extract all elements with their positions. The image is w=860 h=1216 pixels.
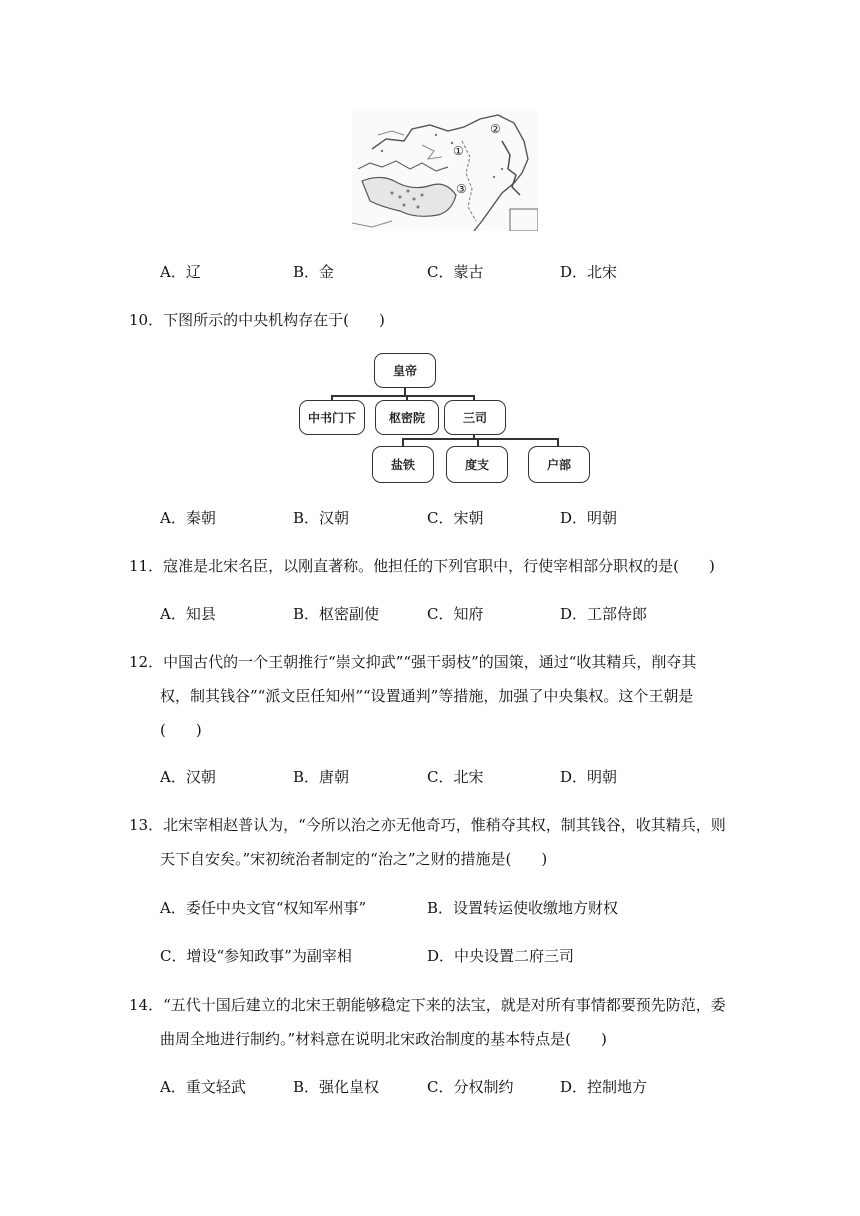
q9-option-b[interactable]: B．金 bbox=[293, 263, 335, 281]
q9-option-d[interactable]: D．北宋 bbox=[560, 263, 618, 281]
q12-option-a[interactable]: A．汉朝 bbox=[160, 768, 216, 786]
q12-stem-line-1: 12．中国古代的一个王朝推行“崇文抑武”“强干弱枝”的国策，通过“收其精兵，削夺其 bbox=[129, 653, 697, 671]
q9-option-a[interactable]: A．辽 bbox=[160, 263, 201, 281]
q13-stem-line-2: 天下自安矣。”宋初统治者制定的“治之”之财的措施是( ) bbox=[160, 850, 548, 868]
q13-option-d[interactable]: D．中央设置二府三司 bbox=[427, 947, 575, 965]
q14-stem-line-2: 曲周全地进行制约。”材料意在说明北宋政治制度的基本特点是( ) bbox=[160, 1030, 607, 1048]
map-label-3: ③ bbox=[456, 182, 467, 196]
chart-node-hubu: 户部 bbox=[528, 446, 590, 483]
q10-option-c[interactable]: C．宋朝 bbox=[427, 509, 484, 527]
q10-option-b[interactable]: B．汉朝 bbox=[293, 509, 350, 527]
q12-option-d[interactable]: D．明朝 bbox=[560, 768, 618, 786]
q11-option-b[interactable]: B．枢密副使 bbox=[293, 605, 380, 623]
q14-stem-line-1: 14．“五代十国后建立的北宋王朝能够稳定下来的法宝，就是对所有事情都要预先防范，委 bbox=[129, 996, 726, 1014]
q9-option-c[interactable]: C．蒙古 bbox=[427, 263, 484, 281]
chart-connector bbox=[402, 438, 558, 440]
q13-option-c[interactable]: C．增设“参知政事”为副宰相 bbox=[160, 947, 352, 965]
q10-option-a[interactable]: A．秦朝 bbox=[160, 509, 216, 527]
q13-option-b[interactable]: B．设置转运使收缴地方财权 bbox=[427, 899, 619, 917]
chart-node-shumiyuan: 枢密院 bbox=[375, 400, 439, 435]
q11-option-c[interactable]: C．知府 bbox=[427, 605, 484, 623]
q14-option-b[interactable]: B．强化皇权 bbox=[293, 1078, 380, 1096]
map-label-2: ② bbox=[490, 122, 501, 136]
q13-option-a[interactable]: A．委任中央文官“权知军州事” bbox=[160, 899, 367, 917]
chart-connector bbox=[331, 395, 474, 397]
q11-stem: 11．寇准是北宋名臣，以刚直著称。他担任的下列官职中，行使宰相部分职权的是( ) bbox=[129, 557, 715, 575]
q12-option-c[interactable]: C．北宋 bbox=[427, 768, 484, 786]
map-drawing bbox=[352, 111, 538, 231]
q13-stem-line-1: 13．北宋宰相赵普认为，“今所以治之亦无他奇巧，惟稍夺其权，制其钱谷，收其精兵，则 bbox=[129, 816, 726, 834]
song-liao-map-image bbox=[352, 111, 538, 231]
q12-stem-line-3: ( ) bbox=[160, 721, 202, 739]
q11-option-a[interactable]: A．知县 bbox=[160, 605, 216, 623]
chart-node-sansi: 三司 bbox=[444, 400, 506, 435]
chart-node-emperor: 皇帝 bbox=[374, 353, 436, 388]
q12-option-b[interactable]: B．唐朝 bbox=[293, 768, 350, 786]
q12-stem-line-2: 权，制其钱谷”“派文臣任知州”“设置通判”等措施，加强了中央集权。这个王朝是 bbox=[160, 687, 694, 705]
chart-node-zhongshumenxia: 中书门下 bbox=[299, 400, 365, 435]
map-label-1: ① bbox=[453, 144, 464, 158]
q11-option-d[interactable]: D．工部侍郎 bbox=[560, 605, 648, 623]
chart-node-yantie: 盐铁 bbox=[372, 446, 434, 483]
chart-node-duzhi: 度支 bbox=[446, 446, 508, 483]
q14-option-a[interactable]: A．重文轻武 bbox=[160, 1078, 246, 1096]
q10-option-d[interactable]: D．明朝 bbox=[560, 509, 618, 527]
q14-option-d[interactable]: D．控制地方 bbox=[560, 1078, 648, 1096]
q10-stem: 10．下图所示的中央机构存在于( ) bbox=[129, 311, 385, 329]
song-central-government-chart bbox=[298, 350, 590, 485]
q14-option-c[interactable]: C．分权制约 bbox=[427, 1078, 514, 1096]
